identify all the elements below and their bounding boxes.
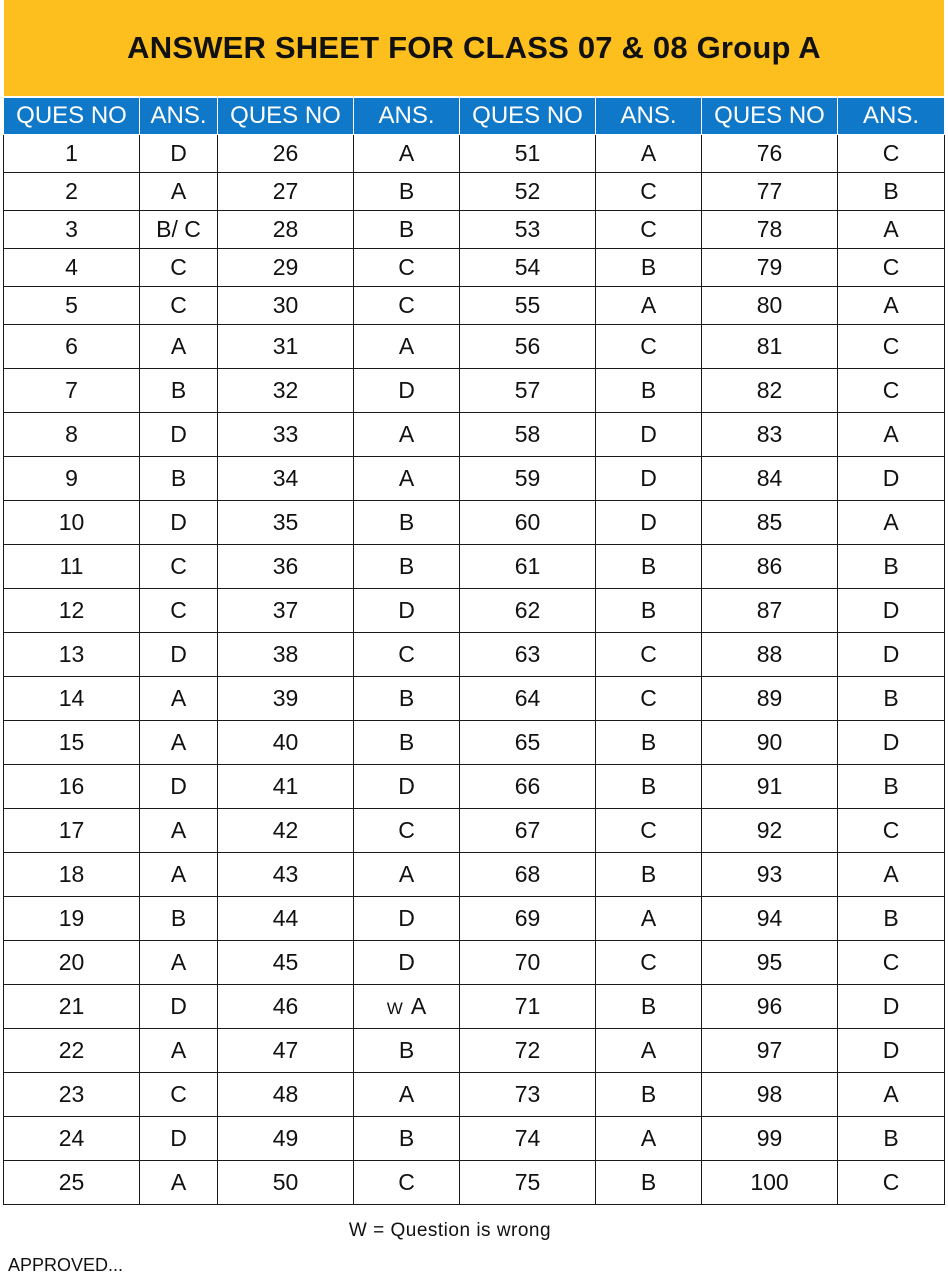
answer-cell: B <box>596 765 702 809</box>
question-number-cell: 89 <box>702 677 838 721</box>
answer-cell: C <box>838 941 945 985</box>
header-row <box>4 98 945 135</box>
question-number-cell: 21 <box>4 985 140 1029</box>
page-title: ANSWER SHEET FOR CLASS 07 & 08 Group A <box>127 30 821 65</box>
header-ans: ANS. <box>140 98 218 135</box>
table-row <box>4 721 945 765</box>
answer-cell: D <box>354 897 460 941</box>
answer-cell: C <box>354 249 460 287</box>
header-ans: ANS. <box>838 98 945 135</box>
question-number-cell: 98 <box>702 1073 838 1117</box>
question-number-cell: 18 <box>4 853 140 897</box>
question-number-cell: 88 <box>702 633 838 677</box>
answer-cell: A <box>140 1161 218 1205</box>
table-row <box>4 633 945 677</box>
question-number-cell: 4 <box>4 249 140 287</box>
question-number-cell: 40 <box>218 721 354 765</box>
question-number-cell: 7 <box>4 369 140 413</box>
answer-cell: D <box>140 633 218 677</box>
table-row <box>4 135 945 173</box>
question-number-cell: 100 <box>702 1161 838 1205</box>
question-number-cell: 36 <box>218 545 354 589</box>
answer-cell: B <box>596 853 702 897</box>
answer-cell: B <box>354 677 460 721</box>
question-number-cell: 10 <box>4 501 140 545</box>
question-number-cell: 52 <box>460 173 596 211</box>
answer-cell: C <box>838 249 945 287</box>
question-number-cell: 58 <box>460 413 596 457</box>
question-number-cell: 92 <box>702 809 838 853</box>
answer-cell: A <box>140 721 218 765</box>
header-ans: ANS. <box>596 98 702 135</box>
answer-cell: D <box>596 457 702 501</box>
table-row <box>4 1029 945 1073</box>
question-number-cell: 44 <box>218 897 354 941</box>
answer-cell: A <box>140 325 218 369</box>
answer-cell: A <box>354 135 460 173</box>
question-number-cell: 59 <box>460 457 596 501</box>
answer-cell: B <box>354 211 460 249</box>
question-number-cell: 5 <box>4 287 140 325</box>
question-number-cell: 39 <box>218 677 354 721</box>
table-row <box>4 457 945 501</box>
question-number-cell: 19 <box>4 897 140 941</box>
question-number-cell: 99 <box>702 1117 838 1161</box>
question-number-cell: 11 <box>4 545 140 589</box>
header-ques-no: QUES NO <box>218 98 354 135</box>
answer-cell: D <box>354 369 460 413</box>
question-number-cell: 86 <box>702 545 838 589</box>
wrong-mark: W <box>386 999 403 1018</box>
question-number-cell: 95 <box>702 941 838 985</box>
answer-cell: A <box>838 211 945 249</box>
answer-cell: C <box>596 677 702 721</box>
answer-cell <box>354 985 460 1029</box>
question-number-cell: 73 <box>460 1073 596 1117</box>
question-number-cell: 77 <box>702 173 838 211</box>
table-row <box>4 589 945 633</box>
answer-cell: A <box>140 853 218 897</box>
answer-cell: B <box>596 369 702 413</box>
answer-cell: C <box>838 325 945 369</box>
approved-text: APPROVED... <box>8 1255 124 1275</box>
question-number-cell: 48 <box>218 1073 354 1117</box>
answer-cell: B <box>354 1029 460 1073</box>
answer-cell: D <box>596 501 702 545</box>
table-row <box>4 413 945 457</box>
table-row <box>4 897 945 941</box>
answer-cell: B <box>838 173 945 211</box>
answer-cell: B <box>354 721 460 765</box>
table-row <box>4 809 945 853</box>
answer-cell: C <box>354 1161 460 1205</box>
answer-cell: C <box>140 249 218 287</box>
question-number-cell: 47 <box>218 1029 354 1073</box>
answer-cell: A <box>838 501 945 545</box>
table-row <box>4 211 945 249</box>
answer-cell: A <box>140 941 218 985</box>
answer-cell: B <box>140 457 218 501</box>
answer-cell: B <box>354 173 460 211</box>
table-row <box>4 501 945 545</box>
question-number-cell: 32 <box>218 369 354 413</box>
question-number-cell: 67 <box>460 809 596 853</box>
header-ques-no: QUES NO <box>702 98 838 135</box>
answer-table <box>3 98 945 1205</box>
answer-cell: B <box>596 721 702 765</box>
answer-cell: C <box>838 1161 945 1205</box>
table-row <box>4 985 945 1029</box>
question-number-cell: 38 <box>218 633 354 677</box>
question-number-cell: 94 <box>702 897 838 941</box>
answer-cell: C <box>596 941 702 985</box>
answer-cell: C <box>838 369 945 413</box>
question-number-cell: 56 <box>460 325 596 369</box>
answer-cell: C <box>596 325 702 369</box>
answer-cell: D <box>596 413 702 457</box>
answer-cell: C <box>140 1073 218 1117</box>
table-row <box>4 1161 945 1205</box>
header-ques-no: QUES NO <box>460 98 596 135</box>
question-number-cell: 3 <box>4 211 140 249</box>
question-number-cell: 42 <box>218 809 354 853</box>
answer-cell: B <box>596 589 702 633</box>
answer-cell: D <box>838 457 945 501</box>
answer-cell: A <box>354 1073 460 1117</box>
answer-cell: A <box>596 1029 702 1073</box>
answer-cell: D <box>838 589 945 633</box>
answer-cell: A <box>140 173 218 211</box>
table-row <box>4 545 945 589</box>
question-number-cell: 9 <box>4 457 140 501</box>
answer-cell: A <box>596 1117 702 1161</box>
answer-cell: D <box>838 721 945 765</box>
question-number-cell: 2 <box>4 173 140 211</box>
answer-cell: D <box>140 985 218 1029</box>
answer-value: A <box>410 993 427 1019</box>
question-number-cell: 78 <box>702 211 838 249</box>
answer-cell: D <box>140 501 218 545</box>
answer-cell: B <box>354 1117 460 1161</box>
question-number-cell: 51 <box>460 135 596 173</box>
table-row <box>4 677 945 721</box>
question-number-cell: 45 <box>218 941 354 985</box>
question-number-cell: 83 <box>702 413 838 457</box>
answer-cell: A <box>354 413 460 457</box>
header-ques-no: QUES NO <box>4 98 140 135</box>
answer-cell: D <box>140 1117 218 1161</box>
question-number-cell: 6 <box>4 325 140 369</box>
question-number-cell: 72 <box>460 1029 596 1073</box>
question-number-cell: 43 <box>218 853 354 897</box>
answer-cell: B <box>354 545 460 589</box>
question-number-cell: 57 <box>460 369 596 413</box>
question-number-cell: 33 <box>218 413 354 457</box>
answer-cell: D <box>140 413 218 457</box>
answer-cell: B <box>354 501 460 545</box>
answer-rows <box>4 135 945 1205</box>
answer-cell: A <box>140 809 218 853</box>
answer-cell: D <box>838 633 945 677</box>
answer-cell: C <box>354 633 460 677</box>
header-ans: ANS. <box>354 98 460 135</box>
answer-cell: A <box>596 135 702 173</box>
table-row <box>4 765 945 809</box>
question-number-cell: 37 <box>218 589 354 633</box>
answer-cell: A <box>596 287 702 325</box>
answer-cell: A <box>838 853 945 897</box>
answer-cell: C <box>140 589 218 633</box>
question-number-cell: 15 <box>4 721 140 765</box>
answer-cell: A <box>354 325 460 369</box>
question-number-cell: 12 <box>4 589 140 633</box>
question-number-cell: 64 <box>460 677 596 721</box>
question-number-cell: 60 <box>460 501 596 545</box>
answer-cell: D <box>838 985 945 1029</box>
table-row <box>4 249 945 287</box>
question-number-cell: 1 <box>4 135 140 173</box>
answer-cell: D <box>140 135 218 173</box>
answer-cell: A <box>354 457 460 501</box>
question-number-cell: 70 <box>460 941 596 985</box>
question-number-cell: 34 <box>218 457 354 501</box>
question-number-cell: 46 <box>218 985 354 1029</box>
answer-cell: D <box>838 1029 945 1073</box>
table-row <box>4 173 945 211</box>
answer-cell: C <box>596 173 702 211</box>
question-number-cell: 76 <box>702 135 838 173</box>
question-number-cell: 68 <box>460 853 596 897</box>
answer-cell: A <box>838 287 945 325</box>
answer-cell: B <box>596 1161 702 1205</box>
question-number-cell: 41 <box>218 765 354 809</box>
question-number-cell: 54 <box>460 249 596 287</box>
answer-cell: C <box>140 545 218 589</box>
question-number-cell: 65 <box>460 721 596 765</box>
question-number-cell: 62 <box>460 589 596 633</box>
answer-cell: C <box>838 135 945 173</box>
question-number-cell: 91 <box>702 765 838 809</box>
table-row <box>4 369 945 413</box>
question-number-cell: 29 <box>218 249 354 287</box>
question-number-cell: 61 <box>460 545 596 589</box>
question-number-cell: 22 <box>4 1029 140 1073</box>
question-number-cell: 25 <box>4 1161 140 1205</box>
answer-cell: D <box>354 765 460 809</box>
answer-cell: B <box>596 545 702 589</box>
answer-cell: C <box>354 287 460 325</box>
question-number-cell: 14 <box>4 677 140 721</box>
question-number-cell: 66 <box>460 765 596 809</box>
question-number-cell: 71 <box>460 985 596 1029</box>
answer-cell: C <box>596 211 702 249</box>
answer-cell: A <box>140 1029 218 1073</box>
question-number-cell: 84 <box>702 457 838 501</box>
question-number-cell: 85 <box>702 501 838 545</box>
answer-cell: A <box>596 897 702 941</box>
answer-cell: C <box>838 809 945 853</box>
table-row <box>4 325 945 369</box>
answer-cell: A <box>838 1073 945 1117</box>
table-row <box>4 853 945 897</box>
question-number-cell: 49 <box>218 1117 354 1161</box>
question-number-cell: 55 <box>460 287 596 325</box>
question-number-cell: 75 <box>460 1161 596 1205</box>
table-row <box>4 287 945 325</box>
question-number-cell: 81 <box>702 325 838 369</box>
footnote: W = Question is wrong <box>348 1220 552 1241</box>
answer-cell: B <box>838 1117 945 1161</box>
question-number-cell: 53 <box>460 211 596 249</box>
question-number-cell: 90 <box>702 721 838 765</box>
answer-cell: B <box>140 897 218 941</box>
question-number-cell: 97 <box>702 1029 838 1073</box>
question-number-cell: 28 <box>218 211 354 249</box>
question-number-cell: 93 <box>702 853 838 897</box>
question-number-cell: 26 <box>218 135 354 173</box>
answer-cell: C <box>596 633 702 677</box>
question-number-cell: 63 <box>460 633 596 677</box>
question-number-cell: 80 <box>702 287 838 325</box>
answer-cell: B <box>596 1073 702 1117</box>
answer-cell: B/ C <box>140 211 218 249</box>
question-number-cell: 87 <box>702 589 838 633</box>
table-row <box>4 941 945 985</box>
answer-cell: D <box>354 941 460 985</box>
title-banner <box>4 0 944 96</box>
answer-cell: B <box>838 897 945 941</box>
answer-cell: B <box>838 765 945 809</box>
question-number-cell: 31 <box>218 325 354 369</box>
question-number-cell: 20 <box>4 941 140 985</box>
answer-cell: B <box>838 677 945 721</box>
answer-cell: B <box>596 249 702 287</box>
question-number-cell: 23 <box>4 1073 140 1117</box>
question-number-cell: 24 <box>4 1117 140 1161</box>
table-row <box>4 1073 945 1117</box>
answer-cell: D <box>140 765 218 809</box>
question-number-cell: 82 <box>702 369 838 413</box>
answer-cell: A <box>140 677 218 721</box>
answer-cell: C <box>354 809 460 853</box>
answer-cell: C <box>596 809 702 853</box>
question-number-cell: 74 <box>460 1117 596 1161</box>
answer-cell: A <box>838 413 945 457</box>
question-number-cell: 17 <box>4 809 140 853</box>
answer-cell: A <box>354 853 460 897</box>
table-row <box>4 1117 945 1161</box>
question-number-cell: 30 <box>218 287 354 325</box>
answer-cell: D <box>354 589 460 633</box>
question-number-cell: 27 <box>218 173 354 211</box>
question-number-cell: 8 <box>4 413 140 457</box>
question-number-cell: 13 <box>4 633 140 677</box>
answer-cell: B <box>140 369 218 413</box>
answer-cell: C <box>140 287 218 325</box>
question-number-cell: 96 <box>702 985 838 1029</box>
answer-cell: B <box>838 545 945 589</box>
question-number-cell: 69 <box>460 897 596 941</box>
question-number-cell: 79 <box>702 249 838 287</box>
question-number-cell: 16 <box>4 765 140 809</box>
question-number-cell: 35 <box>218 501 354 545</box>
question-number-cell: 50 <box>218 1161 354 1205</box>
answer-cell: B <box>596 985 702 1029</box>
